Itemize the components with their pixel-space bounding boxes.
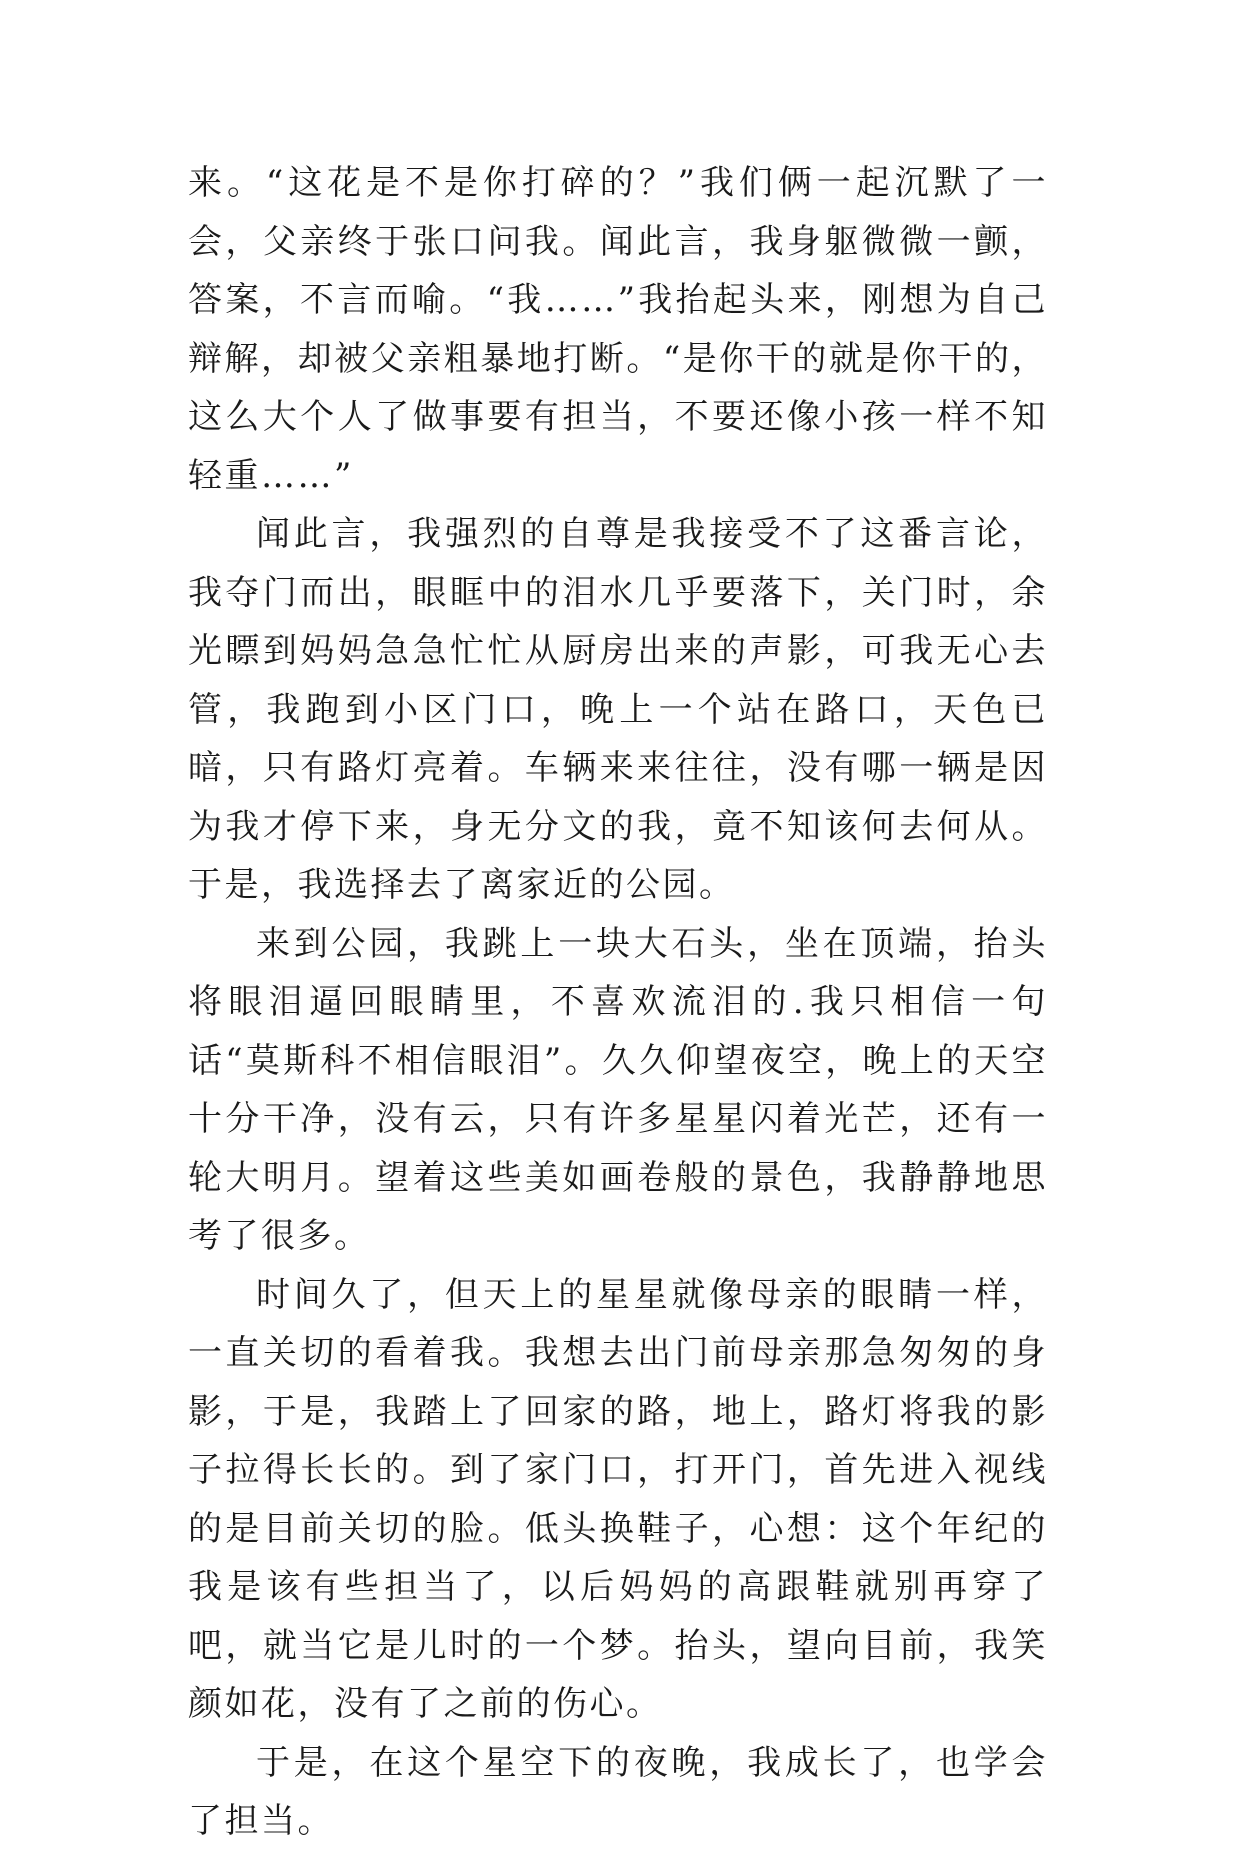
essay-body	[188, 154, 1048, 1851]
paragraph-closing: 于是，在这个星空下的夜晚，我成长了，也学会了担当。	[188, 1742, 1048, 1841]
paragraph: 时间久了，但天上的星星就像母亲的眼睛一样，一直关切的看着我。我想去出门前母亲那急匆匆的身影，于是，我踏上了回家的路，地上，路灯将我的影子拉得长长的。到了家门口，打开门，首先进入视线的是目前关切的脸。低头换鞋子，心想：这个年纪的我是该有些担当了，以后妈妈的高跟鞋就别再穿了吧，就当它是儿时的一个梦。抬头，望向目前，我笑颜如花，没有了之前的伤心。	[188, 1274, 1048, 1724]
paragraph: 来到公园，我跳上一块大石头，坐在顶端，抬头将眼泪逼回眼睛里，不喜欢流泪的.我只相信一句话“莫斯科不相信眼泪”。久久仰望夜空，晚上的天空十分干净，没有云，只有许多星星闪着光芒，还有一轮大明月。望着这些美如画卷般的景色，我静静地思考了很多。	[188, 923, 1048, 1256]
paragraph-continuation: 来。“这花是不是你打碎的？”我们俩一起沉默了一会，父亲终于张口问我。闻此言，我身躯微微一颤，答案，不言而喻。“我……”我抬起头来，刚想为自己辩解，却被父亲粗暴地打断。“是你干的就是你干的，这么大个人了做事要有担当，不要还像小孩一样不知轻重……”	[188, 163, 1048, 496]
paragraph: 闻此言，我强烈的自尊是我接受不了这番言论，我夺门而出，眼眶中的泪水几乎要落下，关门时，余光瞟到妈妈急急忙忙从厨房出来的声影，可我无心去管，我跑到小区门口，晚上一个站在路口，天色已暗，只有路灯亮着。车辆来来往往，没有哪一辆是因为我才停下来，身无分文的我，竟不知该何去何从。于是，我选择去了离家近的公园。	[188, 514, 1048, 905]
